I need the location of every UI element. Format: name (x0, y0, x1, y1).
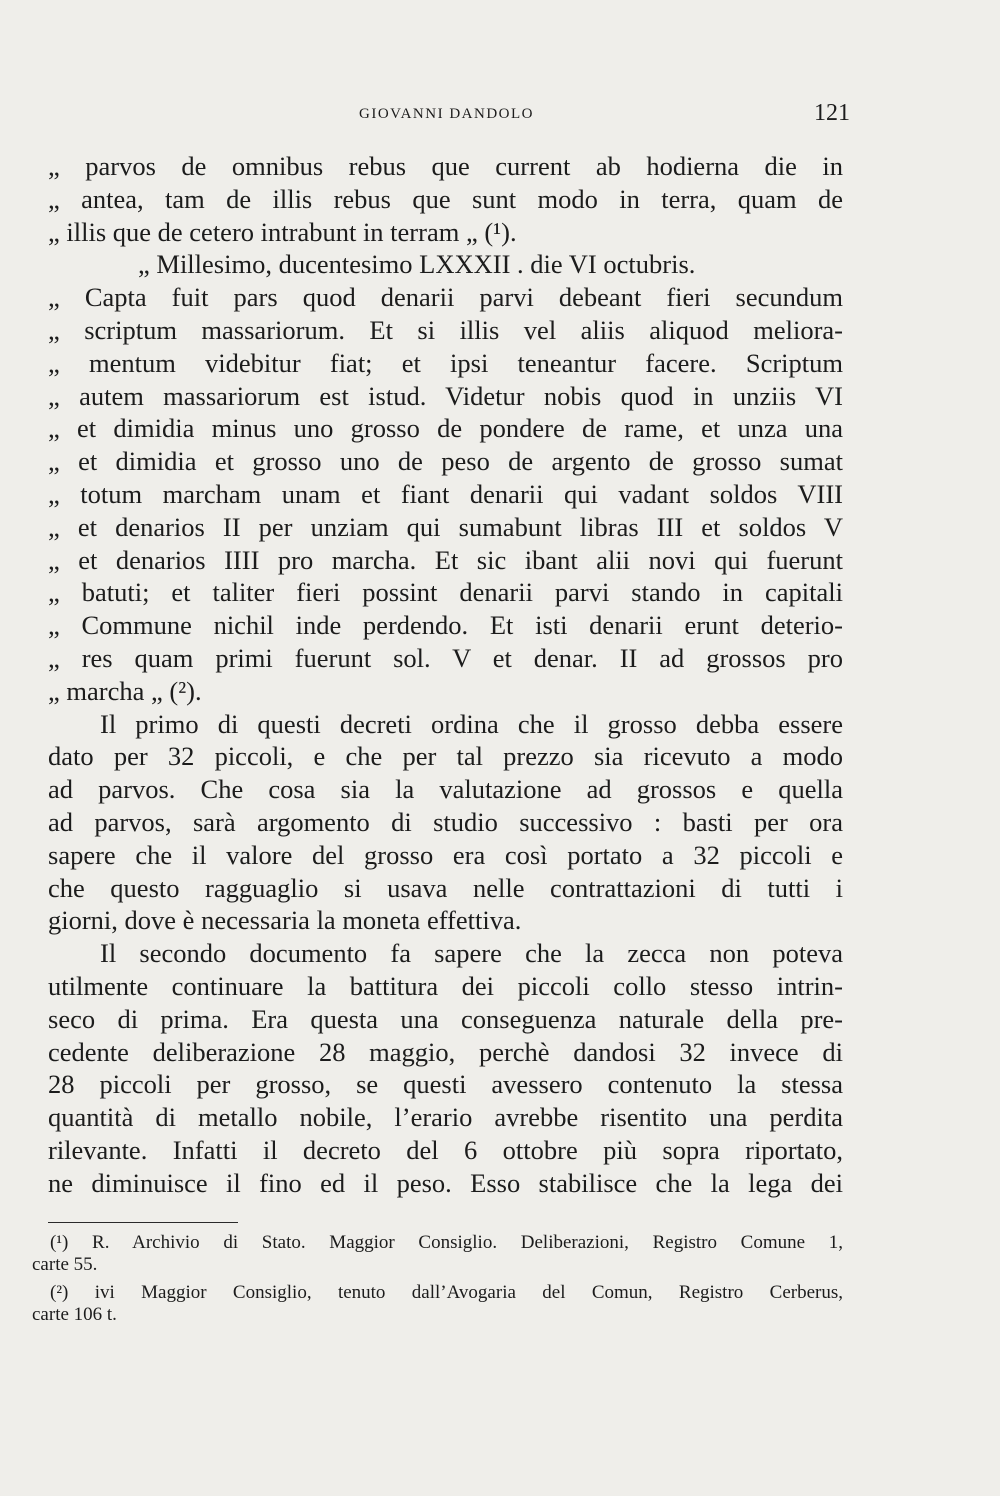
text-line: „ et dimidia et grosso uno de peso de argento de grosso sumat (48, 446, 843, 477)
footnote-line: (²) ivi Maggior Consiglio, tenuto dall’Avogaria del Comun, Registro Cerberus, (50, 1282, 843, 1303)
text-line: „ et dimidia minus uno grosso de pondere de rame, et unza una (48, 413, 843, 444)
text-line: „ totum marcham unam et fiant denarii qui vadant soldos VIII (48, 478, 843, 509)
text-line: Il secondo documento fa sapere che la zecca non poteva (100, 938, 843, 969)
text-line: „ et denarios IIII pro marcha. Et sic ibant alii novi qui fuerunt (48, 544, 843, 575)
text-line: „ batuti; et taliter fieri possint denarii parvi stando in capitali (48, 577, 843, 608)
text-line: che questo ragguaglio si usava nelle contrattazioni di tutti i (48, 872, 843, 903)
text-line: „ autem massariorum est istud. Videtur nobis quod in unziis VI (48, 380, 843, 411)
text-line: „ Capta fuit pars quod denarii parvi debeant fieri secundum (48, 282, 843, 313)
text-line: Il primo di questi decreti ordina che il grosso debba essere (100, 708, 843, 739)
text-line: „ res quam primi fuerunt sol. V et denar. II ad grossos pro (48, 642, 843, 673)
text-line: quantità di metallo nobile, l’erario avrebbe risentito una perdita (48, 1102, 843, 1133)
page-header (48, 100, 850, 134)
footnote-divider (48, 1222, 238, 1223)
text-line: „ Millesimo, ducentesimo LXXXII . die VI octubris. (138, 249, 696, 280)
footnote (32, 1232, 843, 1276)
text-line: ad parvos. Che cosa sia la valutazione ad grossos e quella (48, 774, 843, 805)
text-line: cedente deliberazione 28 maggio, perchè dandosi 32 invece di (48, 1036, 843, 1067)
text-line: ad parvos, sarà argomento di studio successivo : basti per ora (48, 806, 843, 837)
text-line: 28 piccoli per grosso, se questi avessero contenuto la stessa (48, 1069, 843, 1100)
footnote-line: carte 106 t. (32, 1304, 117, 1325)
text-line: „ antea, tam de illis rebus que sunt modo in terra, quam de (48, 183, 843, 214)
text-line: giorni, dove è necessaria la moneta effettiva. (48, 905, 522, 936)
text-line: seco di prima. Era questa una conseguenza naturale della pre- (48, 1003, 843, 1034)
running-title: GIOVANNI DANDOLO (359, 106, 534, 122)
text-line: „ illis que de cetero intrabunt in terram „ (¹). (48, 216, 517, 247)
footnotes (32, 1232, 843, 1332)
body-text (48, 150, 843, 1200)
text-line: utilmente continuare la battitura dei piccoli collo stesso intrin- (48, 970, 843, 1001)
footnote-line: (¹) R. Archivio di Stato. Maggior Consiglio. Deliberazioni, Registro Comune 1, (50, 1232, 843, 1253)
footnote (32, 1282, 843, 1326)
text-line: „ mentum videbitur fiat; et ipsi teneantur facere. Scriptum (48, 347, 843, 378)
text-line: dato per 32 piccoli, e che per tal prezzo sia ricevuto a modo (48, 741, 843, 772)
text-line: „ marcha „ (²). (48, 675, 202, 706)
text-line: sapere che il valore del grosso era così portato a 32 piccoli e (48, 839, 843, 870)
text-line: „ scriptum massariorum. Et si illis vel aliis aliquod meliora- (48, 314, 843, 345)
text-line: „ Commune nichil inde perdendo. Et isti denarii erunt deterio- (48, 610, 843, 641)
text-line: „ parvos de omnibus rebus que current ab hodierna die in (48, 151, 843, 181)
page-number: 121 (814, 100, 850, 126)
text-line: ne diminuisce il fino ed il peso. Esso stabilisce che la lega dei (48, 1167, 843, 1198)
text-line: rilevante. Infatti il decreto del 6 ottobre più sopra riportato, (48, 1134, 843, 1165)
footnote-line: carte 55. (32, 1254, 98, 1275)
text-line: „ et denarios II per unziam qui sumabunt libras III et soldos V (48, 511, 843, 542)
